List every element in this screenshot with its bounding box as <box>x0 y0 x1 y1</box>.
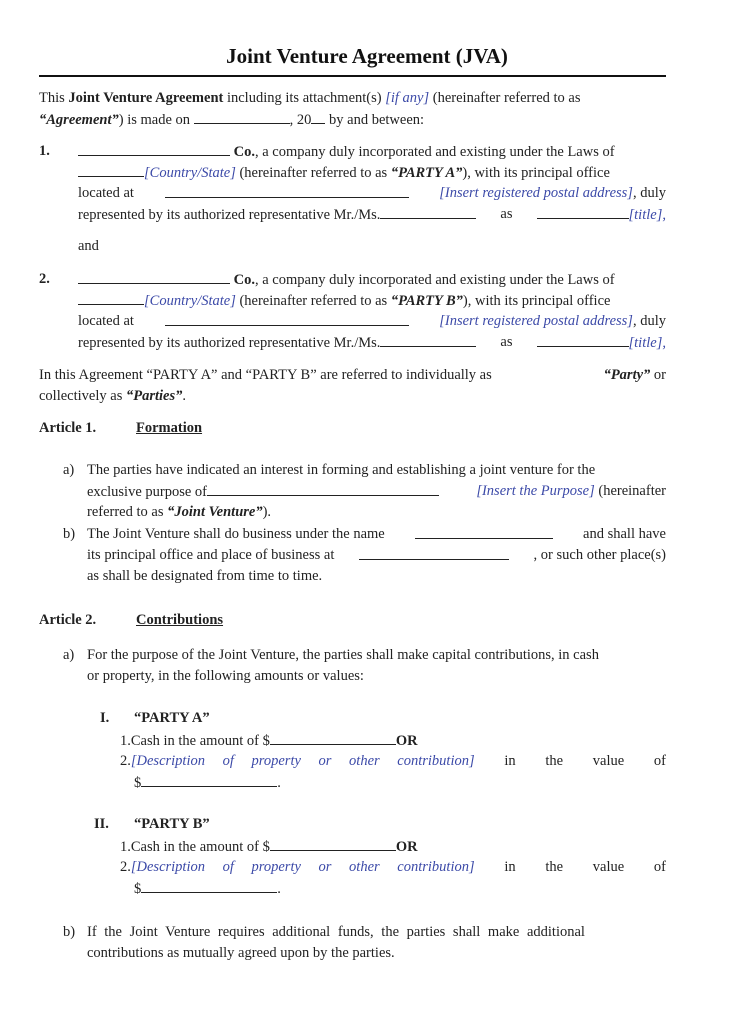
party-term: “Party” <box>603 367 651 383</box>
article-1-label: Article 1. <box>39 420 97 436</box>
clause-text: If the Joint Venture requires additional funds, the parties shall make additional <box>87 924 585 940</box>
party-text: ), with its principal office <box>462 165 610 181</box>
party-b-label: “PARTY B” <box>390 293 463 309</box>
contributor-2-cash-line <box>120 838 418 856</box>
intro-text: This <box>39 90 69 106</box>
contributor-1-cash-line <box>120 732 418 750</box>
parties-definition-line-1 <box>39 367 666 384</box>
party-1-line-1 <box>78 143 666 161</box>
business-place-blank[interactable] <box>359 547 509 560</box>
clause-text: of <box>653 753 666 769</box>
representative-blank[interactable] <box>380 334 476 347</box>
title-blank[interactable] <box>537 334 629 347</box>
cash-label: 1.Cash in the amount of $ <box>120 733 270 749</box>
party-2-number: 2. <box>39 271 50 287</box>
party-text: , duly <box>632 185 666 201</box>
party-1-line-4 <box>78 206 666 224</box>
party-text: , a company duly incorporated and existing under the Laws of <box>254 272 615 288</box>
co-label: Co. <box>233 144 255 160</box>
clause-text: ). <box>262 504 272 520</box>
article-2-label: Article 2. <box>39 612 97 628</box>
joint-venture-term: “Joint Venture” <box>167 504 263 520</box>
party-1-line-3 <box>78 185 666 202</box>
contributor-1-roman: I. <box>100 710 110 726</box>
year-blank[interactable] <box>311 111 325 124</box>
contributor-1-value-line <box>134 774 281 792</box>
contributor-1-name: “PARTY A” <box>134 710 210 726</box>
contributor-1-property-line <box>120 753 666 770</box>
co-label: Co. <box>233 272 255 288</box>
party-text: as <box>500 206 513 222</box>
clause-text: For the purpose of the Joint Venture, the parties shall make capital contributions, in cash <box>87 647 599 663</box>
article-1-heading: Formation <box>136 420 203 436</box>
clause-text: in <box>504 753 516 769</box>
definition-text: or <box>650 367 666 383</box>
clause-text: of <box>653 859 666 875</box>
title-rule <box>39 75 666 77</box>
article-1-a-line-3 <box>87 504 271 521</box>
clause-text: the <box>545 753 564 769</box>
party-text: represented by its authorized representative Mr./Ms. <box>78 335 381 351</box>
placeholder-title[interactable]: [title], <box>628 207 666 223</box>
party-2-line-1 <box>78 271 666 289</box>
article-2-b-marker: b) <box>63 924 76 940</box>
intro-text: including its attachment(s) <box>223 90 386 106</box>
party-text: represented by its authorized representative Mr./Ms. <box>78 207 381 223</box>
purpose-blank[interactable] <box>207 483 439 496</box>
clause-text: (hereinafter <box>594 483 666 499</box>
document-title: Joint Venture Agreement (JVA) <box>226 44 508 68</box>
article-1-b-line-3: as shall be designated from time to time. <box>87 568 323 584</box>
intro-text: (hereinafter referred to as <box>429 90 581 106</box>
placeholder-property-description[interactable]: [Description of property or other contribution] <box>130 859 475 875</box>
title-blank[interactable] <box>537 206 629 219</box>
clause-text: exclusive purpose of <box>87 484 207 500</box>
period: . <box>277 881 281 897</box>
business-name-blank[interactable] <box>415 526 553 539</box>
clause-text: in <box>504 859 516 875</box>
definition-text: . <box>182 388 186 404</box>
country-blank[interactable] <box>78 164 144 177</box>
clause-text: value <box>592 753 625 769</box>
clause-text: The parties have indicated an interest in forming and establishing a joint venture for the <box>87 462 596 478</box>
party-2-line-3 <box>78 313 666 330</box>
placeholder-purpose[interactable]: [Insert the Purpose] <box>476 483 595 499</box>
article-2-b-line-1 <box>87 924 666 941</box>
contributor-2-name: “PARTY B” <box>134 816 210 832</box>
party-1-line-2 <box>78 164 666 182</box>
cash-label: 1.Cash in the amount of $ <box>120 839 270 855</box>
party-2-line-4 <box>78 334 666 352</box>
item-number: 2. <box>120 859 131 875</box>
company-name-blank[interactable] <box>78 143 230 156</box>
intro-line-1 <box>39 90 666 107</box>
address-blank[interactable] <box>165 313 409 326</box>
placeholder-if-any[interactable]: [if any] <box>385 90 430 106</box>
address-blank[interactable] <box>165 185 409 198</box>
contributor-2-property-line <box>120 859 666 876</box>
article-1-b-line-1 <box>87 526 666 543</box>
parties-definition-line-2 <box>39 388 186 405</box>
article-2-a-marker: a) <box>63 647 75 663</box>
company-name-blank[interactable] <box>78 271 230 284</box>
clause-text: The Joint Venture shall do business under the name <box>87 526 385 542</box>
clause-text: and shall have <box>583 526 666 542</box>
party-a-label: “PARTY A” <box>390 165 463 181</box>
party-text: (hereinafter referred to as <box>235 293 391 309</box>
article-2-heading: Contributions <box>136 612 224 628</box>
placeholder-property-description[interactable]: [Description of property or other contribution] <box>130 753 475 769</box>
party-text: located at <box>78 185 134 201</box>
or-label: OR <box>395 839 418 855</box>
party-text: (hereinafter referred to as <box>235 165 391 181</box>
agreement-name: Joint Venture Agreement <box>68 90 224 106</box>
article-2-b-line-2: contributions as mutually agreed upon by the parties. <box>87 945 395 961</box>
party-text: as <box>500 334 513 350</box>
party-text: , duly <box>632 313 666 329</box>
representative-blank[interactable] <box>380 206 476 219</box>
cash-amount-blank[interactable] <box>270 732 396 745</box>
definition-text: In this Agreement “PARTY A” and “PARTY B” are referred to individually as <box>39 367 492 383</box>
article-2-a-line-1 <box>87 647 666 664</box>
intro-line-2 <box>39 111 424 129</box>
parties-term: “Parties” <box>125 388 183 404</box>
contributor-2-roman: II. <box>94 816 109 832</box>
intro-text: by and between: <box>325 112 425 128</box>
party-1-number: 1. <box>39 143 50 159</box>
article-1-b-marker: b) <box>63 526 76 542</box>
party-text: ), with its principal office <box>462 293 611 309</box>
clause-text: value <box>592 859 625 875</box>
party-text: located at <box>78 313 134 329</box>
period: . <box>277 775 281 791</box>
property-value-blank[interactable] <box>141 880 277 893</box>
or-label: OR <box>395 733 418 749</box>
dollar-sign: $ <box>134 775 142 791</box>
clause-text: the <box>545 859 564 875</box>
clause-text: referred to as <box>87 504 168 520</box>
article-1-b-line-2 <box>87 547 666 564</box>
country-blank[interactable] <box>78 292 144 305</box>
intro-text: ) is made on <box>118 112 194 128</box>
placeholder-title[interactable]: [title], <box>628 335 666 351</box>
item-number: 2. <box>120 753 131 769</box>
placeholder-address[interactable]: [Insert registered postal address] <box>439 313 633 329</box>
article-1-a-line-2 <box>87 483 666 501</box>
date-blank[interactable] <box>194 111 290 124</box>
intro-text: , 20 <box>289 112 312 128</box>
clause-text: its principal office and place of business at <box>87 547 335 563</box>
placeholder-country[interactable]: [Country/State] <box>144 165 236 181</box>
article-2-a-line-2: or property, in the following amounts or values: <box>87 668 364 684</box>
and-text: and <box>78 238 99 254</box>
article-1-a-marker: a) <box>63 462 75 478</box>
party-text: , a company duly incorporated and existing under the Laws of <box>254 144 615 160</box>
party-2-line-2 <box>78 292 666 310</box>
contributor-2-value-line <box>134 880 281 898</box>
cash-amount-blank[interactable] <box>270 838 396 851</box>
placeholder-country[interactable]: [Country/State] <box>144 293 236 309</box>
property-value-blank[interactable] <box>141 774 277 787</box>
article-1-a-line-1 <box>87 462 666 479</box>
dollar-sign: $ <box>134 881 142 897</box>
clause-text: , or such other place(s) <box>533 547 666 563</box>
definition-text: collectively as <box>39 388 126 404</box>
placeholder-address[interactable]: [Insert registered postal address] <box>439 185 633 201</box>
agreement-term: “Agreement” <box>39 112 119 128</box>
